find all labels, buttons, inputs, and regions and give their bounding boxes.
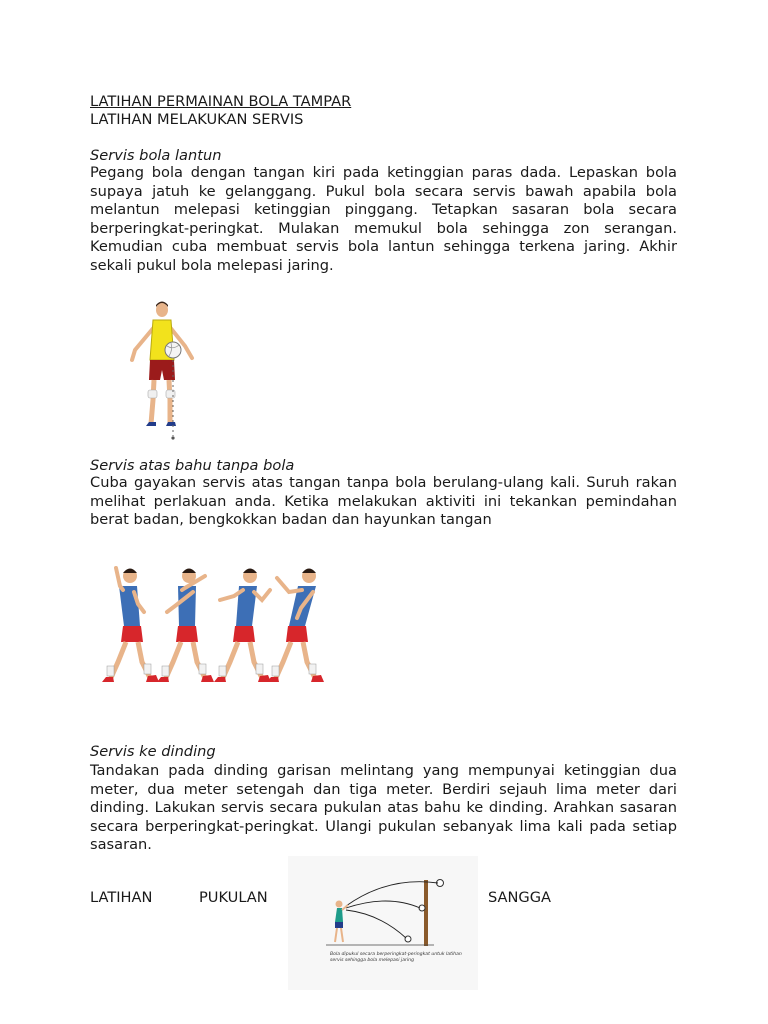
wall-serve-figure [288, 856, 478, 990]
latihan-label: LATIHAN [90, 889, 153, 906]
serve-player-hitting-arm [277, 578, 302, 592]
sangga-label: SANGGA [488, 889, 552, 906]
serve-player-hair [123, 569, 137, 574]
player-right-leg [169, 380, 170, 424]
player-shoe [146, 422, 156, 426]
ball-bounce-point [171, 436, 174, 439]
pukulan-label: PUKULAN [199, 889, 268, 906]
serve-player-sock [144, 664, 151, 674]
serve-player-sock [162, 666, 169, 676]
figure-background [288, 856, 478, 990]
player-head [156, 303, 168, 317]
section-body-servis-ke-dinding: Tandakan pada dinding garisan melintang yang mempunyai ketinggian dua meter, dua meter setengah dan tiga meter. Berdiri sejauh lima meter dari dinding. Lakukan servis secara pukulan atas bahu ke dinding. Arahkan sasaran secara berperingkat-peringkat. Ulangi pukulan sebanyak lima kali pada setiap sasaran. [90, 762, 677, 854]
section-heading-servis-bola-lantun: Servis bola lantun [90, 147, 222, 164]
player-shorts [335, 922, 343, 928]
serve-player-shorts [233, 626, 255, 642]
document-title: LATIHAN PERMAINAN BOLA TAMPAR [90, 93, 352, 110]
serve-player-shoe [214, 677, 226, 682]
player-knee-pad [148, 390, 157, 398]
overhead-serve-sequence-figure [92, 538, 337, 706]
figure-caption-line-1: Bola dipukul secara berperingkat-peringkat untuk latihan [330, 952, 462, 957]
serve-player-sock [219, 666, 226, 676]
player-knee-pad [166, 390, 175, 398]
wall-serve-illustration [288, 856, 478, 990]
ball-low-icon [405, 936, 411, 942]
serve-player-shorts [176, 626, 198, 642]
serve-player-shorts [121, 626, 143, 642]
serve-player-shirt [119, 586, 140, 626]
serve-player-shoe [157, 677, 169, 682]
serve-player-sock [309, 664, 316, 674]
serve-player-hair [243, 569, 257, 574]
section-heading-servis-ke-dinding: Servis ke dinding [90, 743, 216, 760]
serve-player-other-arm [254, 590, 270, 600]
document-subtitle: LATIHAN MELAKUKAN SERVIS [90, 111, 304, 128]
section-body-servis-bola-lantun: Pegang bola dengan tangan kiri pada ketinggian paras dada. Lepaskan bola supaya jatuh ke gelanggang. Pukul bola secara servis bawah apabila bola melantun melepasi ketinggian pinggang. Tetapkan sasaran bola secara berperingkat-peringkat. Mulakan memukul bola sehingga zon serangan. Kemudian cuba membuat servis bola lantun sehingga terkena jaring. Akhir sekali pukul bola melepasi jaring. [90, 164, 677, 274]
player-holding-ball-illustration [125, 298, 205, 444]
player-head [336, 901, 343, 908]
serve-player-hair [302, 569, 316, 574]
serve-player-shoe [102, 677, 114, 682]
volleyball-icon [165, 342, 181, 358]
overhead-serve-sequence-illustration [92, 538, 337, 706]
player-left-leg [151, 380, 154, 424]
figure-caption-line-2: servis sehingga bola melepasi jaring [330, 958, 415, 963]
serve-player-sock [107, 666, 114, 676]
serve-player-hair [182, 569, 196, 574]
net-post [424, 880, 428, 946]
player-holding-ball-figure [125, 298, 205, 444]
serve-player-sock [256, 664, 263, 674]
serve-player-sock [199, 664, 206, 674]
section-body-servis-atas-bahu: Cuba gayakan servis atas tangan tanpa bola berulang-ulang kali. Suruh rakan melihat perlakuan anda. Ketika melakukan aktiviti ini tekankan pemindahan berat badan, bengkokkan badan dan hayunkan tangan [90, 474, 677, 529]
section-heading-servis-atas-bahu: Servis atas bahu tanpa bola [90, 457, 295, 474]
serve-player-sock [272, 666, 279, 676]
serve-player-hitting-arm [116, 568, 123, 590]
serve-player-shorts [286, 626, 308, 642]
player-shorts [149, 360, 175, 380]
